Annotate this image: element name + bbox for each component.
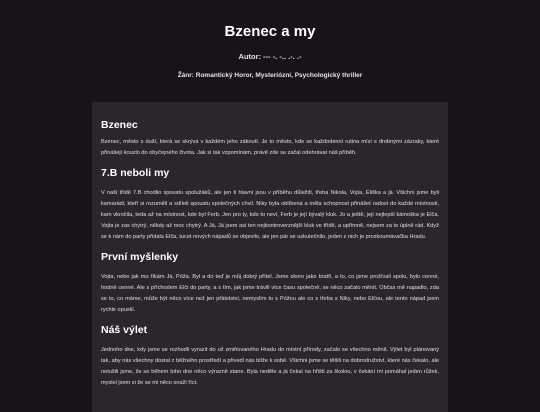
section-first-thoughts: [101, 243, 439, 316]
book-title: Bzenec a my: [224, 23, 316, 40]
section-paragraph: V naší třídě 7.B chodilo spoustu spolužáků, ale jen ti hlavní jsou v příběhu důležití, třeba Nikola, Vojta, Eliška a já. Všichni jsme byli kamarádi, kteří si rozuměli a sdíleli spoustu společných chvil. Niky byla oblíbená a měla schopnost přinášet radost do každé místnosti, kam vkročila, teda až na místnost, kde byl Ferb. Jen pro ty, kdo to neví, Ferb je její bývalý kluk. Jo a ještě, její nejlepší kámoška je Elča. Vojta je zas chytrý, někdy až moc chytrý. A Já, Já jsem asi ten nejkontroverznější kluk ve třídě, a upřímně, nejsem za to úplně rád. Když se k nám do party přidala Elča, tucet nových nápadů se objevilo, ale jen pár se uskutečnilo, jeden z nich je prozkoumávačka Hradu.: [101, 190, 439, 240]
section-paragraph: Bzenec, město s duší, která se skrývá v každém jeho zákoutí. Je to město, kde se každodenní rutina mísí s drobnými zázraky, které přinášejí kouzlo do obyčejného života. Jak si tak vzpomínám, právě zde se začal odehrávat náš příběh.: [101, 139, 439, 156]
section-heading: 7.B neboli my: [101, 167, 170, 179]
book-header: [0, 0, 540, 81]
section-paragraph: Jednoho dne, kdy jsme se rozhodli vyrazit do už zmiňovaného Hradu do místní přírody, začalo se všechno měnit. Výlet byl plánovaný tak, aby nás všechny dostal z běžného prostředí a přivedl nás blíže k sobě. Všichni jsme se těšili na dobrodružství, které nás čekalo, ale netušili jsme, že se během toho dne něco výrazně stane. Byla neděle a já čekal na hřišti za školou, v čekání mi pomáhal jeden růžek, myslel jsem si že se mi něco snaží říct.: [101, 347, 439, 386]
section-bzenec: [101, 102, 439, 159]
genre-line: Žánr: Romantický Horor, Mysteriózní, Psychologický thriller: [177, 72, 363, 79]
section-heading: První myšlenky: [101, 251, 179, 263]
author-line: Autor: --- -. -.. .-. .-: [238, 52, 302, 61]
section-our-trip: [101, 316, 439, 389]
section-paragraph: Vojta, nebo jak mu říkám Já, Póža. Byl a do teď je můj dobrý přítel. Jsme skoro jako bratři, a to, co jsme prožívali spolu, bylo cenné, hodně cenné. Ale s příchodem Elči do party, a s tím, jak jsme trávili více času společně, se něco začalo měnit. Občas mě napadlo, zda se to, co máme, může být něco více než jen přátelství, nemyslím to s Póžou ale co s třeba s Niky, nebo Elčou, ale tento nápad jsem rychle opustil.: [101, 274, 439, 313]
section-heading: Bzenec: [101, 119, 138, 131]
story-content: [92, 102, 448, 412]
section-heading: Náš výlet: [101, 324, 148, 336]
section-7b: [101, 159, 439, 243]
